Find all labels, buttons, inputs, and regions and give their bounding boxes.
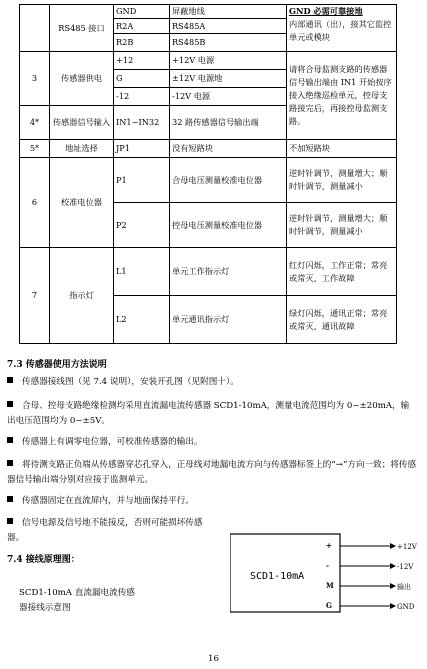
pin-name: + xyxy=(326,541,332,550)
arrow-icon xyxy=(390,583,396,589)
desc-cell: RS485A xyxy=(170,19,287,34)
terminal-cell: R2A xyxy=(114,19,170,34)
desc-cell: 没有短路块 xyxy=(170,140,287,158)
terminal-cell: -12 xyxy=(114,88,170,106)
terminal-cell: R2B xyxy=(114,34,170,52)
terminal-cell: L1 xyxy=(114,248,170,296)
terminal-cell: P1 xyxy=(114,158,170,203)
desc-cell: 合母电压测量校准电位器 xyxy=(170,158,287,203)
bullet-text: 传感器接线图（见 7.4 说明），安装开孔图（见附图十）。 xyxy=(22,377,239,387)
row-number: 5* xyxy=(20,140,50,158)
row-name: 传感器信号输入 xyxy=(50,106,114,140)
section-heading-7-3: 7.3 传感器使用方法说明 xyxy=(7,360,107,370)
bullet-square-icon xyxy=(7,496,13,502)
section-heading-7-4: 7.4 接线原理图： xyxy=(7,555,80,565)
row-number: 6 xyxy=(20,158,50,248)
table-row xyxy=(20,140,397,158)
bullet-square-icon xyxy=(7,401,13,407)
rs485-name: RS485 接口 xyxy=(50,5,114,52)
bullet-square-icon xyxy=(7,518,13,524)
pin-label: +12V xyxy=(397,543,417,551)
list-item xyxy=(7,516,212,546)
table-row xyxy=(20,52,397,70)
list-item xyxy=(7,458,417,488)
row-number-cell xyxy=(20,5,50,52)
bullet-text: 信号电源及信号地不能接反，否则可能损坏传感器。 xyxy=(7,518,203,543)
sensor-label: SCD1-10mA xyxy=(250,571,305,582)
arrow-icon xyxy=(390,563,396,569)
bullet-text: 合母、控母支路绝缘检测均采用直流漏电流传感器 SCD1-10mA，测量电流范围均为 0~±20mA，输出电压范围均为 0~±5V。 xyxy=(7,401,410,426)
row-name: 地址选择 xyxy=(50,140,114,158)
note-cell: 不加短路块 xyxy=(287,140,397,158)
pin-label: -12V xyxy=(397,563,414,571)
row-number: 4* xyxy=(20,106,50,140)
arrow-icon xyxy=(390,603,396,609)
pin-name: M xyxy=(326,581,334,590)
list-item xyxy=(7,399,417,429)
note-cell: 逆时针调节，测量增大；顺时针调节，测量减小 xyxy=(287,158,397,203)
rs485-note: 内部通讯（出），接其它监控单元或模块 xyxy=(289,19,392,42)
row-name: 传感器供电 xyxy=(50,52,114,106)
row-name: 校准电位器 xyxy=(50,158,114,248)
note-cell: 逆时针调节，测量增大；顺时针调节，测量减小 xyxy=(287,203,397,248)
desc-cell: 控母电压测量校准电位器 xyxy=(170,203,287,248)
note-cell: 绿灯闪烁，通讯正常；常亮或常灭，通讯故障 xyxy=(287,296,397,344)
list-item xyxy=(7,434,417,451)
list-item xyxy=(7,374,417,391)
desc-cell: 单元工作指示灯 xyxy=(170,248,287,296)
table-row xyxy=(20,158,397,203)
bullet-text: 将待测支路正负端从传感器穿芯孔穿入，正母线对地漏电流方向与传感器标签上的“→”方向一致；将传感器信号输出端分别对应接于监测单元。 xyxy=(7,460,417,485)
table-row xyxy=(20,5,397,19)
desc-cell: 32 路传感器信号输出端 xyxy=(170,106,287,140)
row-number: 3 xyxy=(20,52,50,106)
arrow-icon xyxy=(390,543,396,549)
list-item xyxy=(7,493,417,510)
desc-cell: ±12V 电源地 xyxy=(170,70,287,88)
desc-cell: RS485B xyxy=(170,34,287,52)
row-number: 7 xyxy=(20,248,50,344)
note-cell: 红灯闪烁，工作正常；常亮或常灭，工作故障 xyxy=(287,248,397,296)
bullet-square-icon xyxy=(7,437,13,443)
pin-name: G xyxy=(326,601,332,610)
wiring-diagram xyxy=(230,532,420,622)
desc-cell: -12V 电源 xyxy=(170,88,287,106)
terminal-cell: GND xyxy=(114,5,170,19)
gnd-warning: GND 必需可靠接地 xyxy=(289,6,363,16)
terminal-cell: +12 xyxy=(114,52,170,70)
page-number: 16 xyxy=(208,654,219,664)
terminal-spec-table xyxy=(19,4,397,344)
wiring-diagram-svg xyxy=(230,532,420,622)
bullet-text: 传感器上有调零电位器，可校准传感器的输出。 xyxy=(22,437,203,447)
bullet-square-icon xyxy=(7,460,13,466)
desc-cell: 屏蔽地线 xyxy=(170,5,287,19)
pin-label: GND xyxy=(397,603,415,611)
bullet-square-icon xyxy=(7,377,13,383)
pin-label: 输出 xyxy=(397,583,411,591)
pin-name: - xyxy=(326,561,329,570)
terminal-cell: JP1 xyxy=(114,140,170,158)
bullet-text: 传感器固定在直流屏内，并与地面保持平行。 xyxy=(22,496,194,506)
sensor-wiring-note: 请将合母监测支路的传感器信号输出端由 IN1 开始按序接入绝缘巡检单元，控母支路接完后，再接控母监测支路。 xyxy=(287,52,397,140)
terminal-cell: G xyxy=(114,70,170,88)
table-row xyxy=(20,248,397,296)
diagram-caption: SCD1-10mA 直流漏电流传感器接线示意图 xyxy=(19,588,135,613)
terminal-cell: IN1~IN32 xyxy=(114,106,170,140)
desc-cell: +12V 电源 xyxy=(170,52,287,70)
row-name: 指示灯 xyxy=(50,248,114,344)
terminal-cell: L2 xyxy=(114,296,170,344)
rs485-note-cell xyxy=(287,5,397,52)
desc-cell: 单元通讯指示灯 xyxy=(170,296,287,344)
terminal-cell: P2 xyxy=(114,203,170,248)
